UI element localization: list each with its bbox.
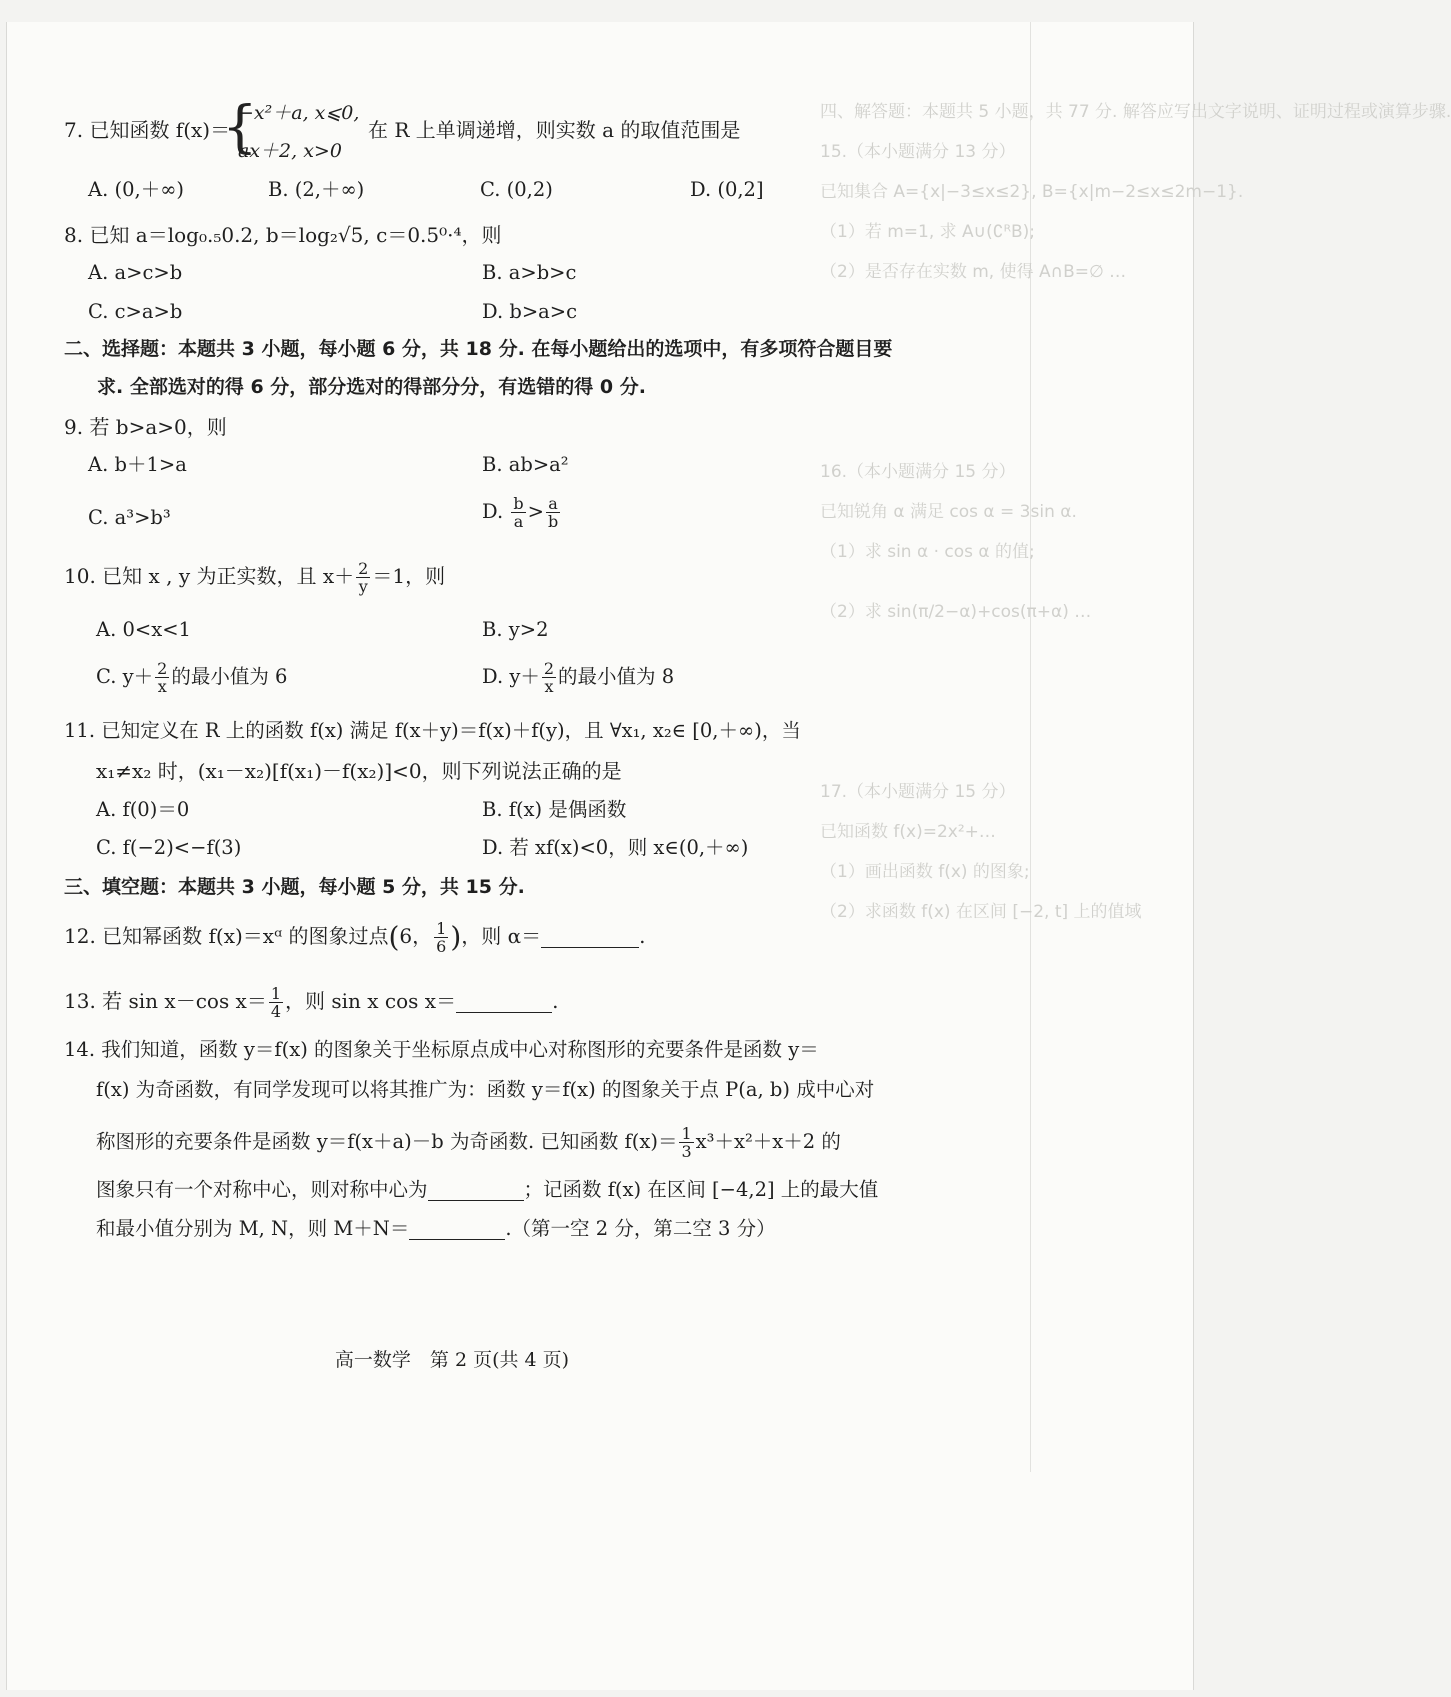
ghost-line: （1）求 sin α · cos α 的值; bbox=[820, 542, 1035, 562]
ghost-line: （1）画出函数 f(x) 的图象; bbox=[820, 862, 1030, 882]
answer-blank[interactable] bbox=[541, 927, 639, 948]
ghost-line: 17.（本小题满分 15 分） bbox=[820, 782, 1016, 802]
question-11-cont: x₁≠x₂ 时，(x₁－x₂)[f(x₁)－f(x₂)]<0，则下列说法正确的是 bbox=[96, 759, 622, 783]
answer-blank[interactable] bbox=[428, 1180, 524, 1201]
option-b: B. a>b>c bbox=[482, 261, 577, 284]
option-d: D. y＋ $\frac{2}{x}$ 的最小值为 8 bbox=[482, 659, 675, 696]
brace-symbol: { bbox=[222, 95, 258, 160]
ghost-line: 已知函数 f(x)=2x²+… bbox=[820, 822, 996, 842]
question-14: 14. 我们知道，函数 y＝f(x) 的图象关于坐标原点成中心对称图形的充要条件是函数 y＝ bbox=[64, 1038, 819, 1061]
option-a: A. f(0)＝0 bbox=[96, 798, 190, 821]
option-d: D. 若 xf(x)<0，则 x∈(0,＋∞) bbox=[482, 836, 749, 859]
question-14-cont: 和最小值分别为 M, N，则 M＋N＝ .（第一空 2 分，第二空 3 分） bbox=[96, 1217, 776, 1240]
question-12: 12. 已知幂函数 f(x)＝xᵅ 的图象过点(6， $\frac{1}{6}$ )，则 α＝ . bbox=[64, 919, 646, 956]
option-c: C. f(−2)<−f(3) bbox=[96, 836, 242, 859]
ghost-line: （2）求 sin(π/2−α)+cos(π+α) … bbox=[820, 602, 1092, 622]
ghost-line: 已知集合 A={x|−3≤x≤2}, B={x|m−2≤x≤2m−1}. bbox=[820, 182, 1244, 202]
option-c: C. (0,2) bbox=[480, 178, 553, 201]
option-c: C. a³>b³ bbox=[88, 506, 171, 529]
answer-blank[interactable] bbox=[409, 1219, 505, 1240]
question-14-cont: f(x) 为奇函数，有同学发现可以将其推广为：函数 y＝f(x) 的图象关于点 P(a, b) 成中心对 bbox=[96, 1078, 875, 1101]
option-b: B. y>2 bbox=[482, 618, 549, 641]
option-d: D. (0,2] bbox=[690, 178, 764, 201]
piecewise-case-1: −x²＋a, x⩽0, bbox=[238, 102, 360, 124]
section-heading-cont: 求. 全部选对的得 6 分，部分选对的得部分分，有选错的得 0 分. bbox=[97, 376, 646, 398]
question-13: 13. 若 sin x－cos x＝ $\frac{1}{4}$ ，则 sin x cos x＝ . bbox=[64, 984, 559, 1021]
option-a: A. b＋1>a bbox=[88, 453, 187, 476]
option-a: A. 0<x<1 bbox=[96, 618, 191, 641]
ghost-line: （2）求函数 f(x) 在区间 [−2, t] 上的值域 bbox=[820, 902, 1142, 922]
question-14-cont: 图象只有一个对称中心，则对称中心为 ；记函数 f(x) 在区间 [−4,2] 上的最大值 bbox=[96, 1178, 879, 1201]
answer-blank[interactable] bbox=[456, 992, 552, 1013]
question-10: 10. 已知 x , y 为正实数，且 x＋ $\frac{2}{y}$ ＝1，则 bbox=[64, 559, 446, 596]
option-b: B. (2,＋∞) bbox=[268, 178, 365, 201]
option-c: C. y＋ $\frac{2}{x}$ 的最小值为 6 bbox=[96, 659, 288, 696]
question-7-tail: 在 R 上单调递增，则实数 a 的取值范围是 bbox=[368, 118, 741, 142]
section-heading: 二、选择题：本题共 3 小题，每小题 6 分，共 18 分. 在每小题给出的选项中，有多项符合题目要 bbox=[64, 338, 893, 360]
option-c: C. c>a>b bbox=[88, 300, 183, 323]
option-a: A. (0,＋∞) bbox=[88, 178, 185, 201]
option-a: A. a>c>b bbox=[88, 261, 183, 284]
option-b: B. ab>a² bbox=[482, 453, 569, 476]
piecewise-case-2: ax＋2, x>0 bbox=[238, 140, 342, 162]
option-d: D. b>a>c bbox=[482, 300, 578, 323]
ghost-line: 16.（本小题满分 15 分） bbox=[820, 462, 1016, 482]
question-9: 9. 若 b>a>0，则 bbox=[64, 415, 227, 439]
option-b: B. f(x) 是偶函数 bbox=[482, 798, 627, 821]
ghost-line: 四、解答题：本题共 5 小题，共 77 分. 解答应写出文字说明、证明过程或演算步骤. bbox=[820, 102, 1451, 122]
page-footer: 高一数学 第 2 页(共 4 页) bbox=[334, 1349, 570, 1371]
question-11: 11. 已知定义在 R 上的函数 f(x) 满足 f(x＋y)＝f(x)＋f(y)，且 ∀x₁, x₂∈ [0,＋∞)，当 bbox=[64, 719, 801, 742]
ghost-line: （2）是否存在实数 m, 使得 A∩B=∅ … bbox=[820, 262, 1127, 282]
option-d: D. $\frac{b}{a}$ > $\frac{a}{b}$ bbox=[482, 494, 559, 531]
ghost-line: 15.（本小题满分 13 分） bbox=[820, 142, 1016, 162]
ghost-line: 已知锐角 α 满足 cos α = 3sin α. bbox=[820, 502, 1077, 522]
section-heading: 三、填空题：本题共 3 小题，每小题 5 分，共 15 分. bbox=[64, 876, 525, 898]
question-8: 8. 已知 a＝log₀.₅0.2, b＝log₂√5, c＝0.5⁰·⁴，则 bbox=[64, 223, 502, 247]
question-7: 7. 已知函数 f(x)＝ bbox=[64, 118, 231, 142]
ghost-line: （1）若 m=1, 求 A∪(∁ᴿB); bbox=[820, 222, 1036, 242]
question-14-cont: 称图形的充要条件是函数 y＝f(x＋a)－b 为奇函数. 已知函数 f(x)＝ $\frac{1}{3}$ x³＋x²＋x＋2 的 bbox=[96, 1124, 841, 1161]
